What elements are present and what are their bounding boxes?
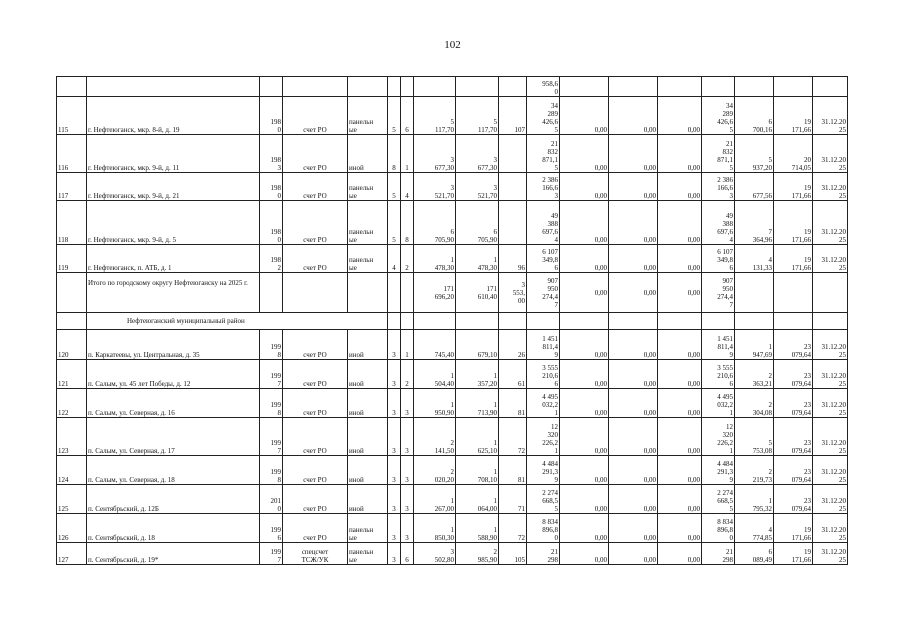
cell-number: 122 <box>57 389 87 418</box>
table-row <box>57 514 848 543</box>
cell-fund-1: 0,00 <box>560 543 609 565</box>
cell-entrances: 3 <box>401 389 414 418</box>
cell-area: 3 502,80 <box>414 543 456 565</box>
cell-deadline: 31.12.20 25 <box>813 360 848 389</box>
cell-area-living: 679,10 <box>456 330 499 360</box>
cell-address: п. Салым, ул. Северная, д. 18 <box>87 456 260 485</box>
cell-address: п. Сентябрьский, д. 12Б <box>87 485 260 514</box>
table-body-district <box>57 330 848 565</box>
cell-people: 105 <box>499 543 527 565</box>
cell-wall-material: панельн ые <box>348 514 388 543</box>
cell-people <box>499 201 527 245</box>
table-row <box>57 97 848 135</box>
cell-fund-2: 0,00 <box>609 456 658 485</box>
cell-fund-1: 0,00 <box>560 360 609 389</box>
cell-number: 118 <box>57 201 87 245</box>
cell-deadline: 31.12.20 25 <box>813 97 848 135</box>
cell-cost-limit: 19 171,66 <box>774 97 813 135</box>
cell-cost-limit: 23 079,64 <box>774 360 813 389</box>
cell-people: 61 <box>499 360 527 389</box>
cell-entrances: 6 <box>401 543 414 565</box>
cell-total-cost: 4 484 291,3 9 <box>527 456 560 485</box>
cell-deadline: 31.12.20 25 <box>813 330 848 360</box>
cell-total-cost: 21 832 871,1 5 <box>702 135 735 173</box>
cell-number: 123 <box>57 418 87 456</box>
cell-cost-limit: 20 714,05 <box>774 135 813 173</box>
cell-entrances: 1 <box>401 135 414 173</box>
cell-total-cost: 1 451 811,4 9 <box>527 330 560 360</box>
cell-people: 107 <box>499 97 527 135</box>
cell-address: п. Сентябрьский, д. 18 <box>87 514 260 543</box>
cell-total-cost: 6 107 349,8 6 <box>702 245 735 273</box>
cell-fund-2: 0,00 <box>609 201 658 245</box>
cell-fund-3: 0,00 <box>658 389 702 418</box>
cell-people: 81 <box>499 456 527 485</box>
cell-cost-limit: 23 079,64 <box>774 456 813 485</box>
cell-cost-per-sqm: 1 947,69 <box>735 330 774 360</box>
cell-area-living: 1 478,30 <box>456 245 499 273</box>
cell-fund-method: счет РО <box>283 330 348 360</box>
cell-floors: 3 <box>388 456 401 485</box>
cell-people: 96 <box>499 245 527 273</box>
cell-entrances: 2 <box>401 360 414 389</box>
cell-total-cost: 8 834 896,8 0 <box>527 514 560 543</box>
cell-fund-1: 0,00 <box>560 418 609 456</box>
cell-people: 71 <box>499 485 527 514</box>
total-row <box>57 273 848 313</box>
cell-fund-3: 0,00 <box>658 485 702 514</box>
cell-total-cost: 34 289 426,6 5 <box>702 97 735 135</box>
cell-cost-per-sqm: 6 700,16 <box>735 97 774 135</box>
cell-address: г. Нефтеюганск, мкр. 8-й, д. 19 <box>87 97 260 135</box>
cell-wall-material: иной <box>348 418 388 456</box>
cell-deadline: 31.12.20 25 <box>813 456 848 485</box>
cell-floors: 8 <box>388 135 401 173</box>
cell-fund-2: 0,00 <box>609 514 658 543</box>
cell-floors: 3 <box>388 514 401 543</box>
cell-total-cost: 6 107 349,8 6 <box>527 245 560 273</box>
cell-cost-per-sqm: 677,56 <box>735 173 774 201</box>
cell-area: 2 141,50 <box>414 418 456 456</box>
cell-area: 1 950,90 <box>414 389 456 418</box>
cell-fund-method: счет РО <box>283 360 348 389</box>
cell-year: 198 0 <box>260 173 283 201</box>
cell-cost-per-sqm: 7 364,96 <box>735 201 774 245</box>
cell-address: п. Салым, ул. 45 лет Победы, д. 12 <box>87 360 260 389</box>
cell-area-living: 1 625,10 <box>456 418 499 456</box>
cell-total-cost: 4 484 291,3 9 <box>702 456 735 485</box>
cell-fund-2: 0,00 <box>609 330 658 360</box>
cell-area: 3 521,70 <box>414 173 456 201</box>
cell-fund-1: 0,00 <box>560 485 609 514</box>
cell-people: 72 <box>499 514 527 543</box>
cell-fund-3: 0,00 <box>658 330 702 360</box>
cell-fund-method: счет РО <box>283 135 348 173</box>
cell-year: 199 7 <box>260 360 283 389</box>
cell-floors: 5 <box>388 201 401 245</box>
cell-wall-material: иной <box>348 135 388 173</box>
cell-total-cost: 2 274 668,5 5 <box>702 485 735 514</box>
cell-total-cost: 21 832 871,1 5 <box>527 135 560 173</box>
cell-area-living: 2 985,90 <box>456 543 499 565</box>
cell-area: 6 705,90 <box>414 201 456 245</box>
cell-cost-per-sqm: 2 363,21 <box>735 360 774 389</box>
cell-fund-2: 0,00 <box>609 418 658 456</box>
cell-number: 116 <box>57 135 87 173</box>
cell-fund-2: 0,00 <box>609 360 658 389</box>
cell-entrances: 4 <box>401 173 414 201</box>
cell-cost-limit: 19 171,66 <box>774 245 813 273</box>
cell-people: 72 <box>499 418 527 456</box>
cell-area: 1 478,30 <box>414 245 456 273</box>
cell-fund-3: 0,00 <box>658 418 702 456</box>
cell-address: г. Нефтеюганск, мкр. 9-й, д. 5 <box>87 201 260 245</box>
cell-cost-limit: 23 079,64 <box>774 418 813 456</box>
cell-fund-1: 0,00 <box>560 273 609 313</box>
cell-year: 199 8 <box>260 456 283 485</box>
cell-fund-3: 0,00 <box>658 273 702 313</box>
cell-fund-1: 0,00 <box>560 389 609 418</box>
cell-total-cost: 907 950 274,4 7 <box>702 273 735 313</box>
cell-total-cost: 2 274 668,5 5 <box>527 485 560 514</box>
cell-cost-per-sqm: 1 795,32 <box>735 485 774 514</box>
table-row <box>57 330 848 360</box>
cell-wall-material: панельн ые <box>348 173 388 201</box>
cell-number: 120 <box>57 330 87 360</box>
cell-total-cost <box>702 77 735 97</box>
cell-total-cost: 3 555 210,6 6 <box>527 360 560 389</box>
cell-fund-method: счет РО <box>283 456 348 485</box>
cell-entrances: 6 <box>401 97 414 135</box>
cell-entrances: 3 <box>401 418 414 456</box>
cell-total-cost: 49 388 697,6 4 <box>702 201 735 245</box>
cell-people: 26 <box>499 330 527 360</box>
cell-fund-1: 0,00 <box>560 330 609 360</box>
cell-total-cost: 21 298 <box>702 543 735 565</box>
cell-fund-2: 0,00 <box>609 135 658 173</box>
cell-wall-material: иной <box>348 360 388 389</box>
cell-entrances: 3 <box>401 514 414 543</box>
table-row <box>57 245 848 273</box>
cell-cost-per-sqm: 4 131,33 <box>735 245 774 273</box>
cell-wall-material: панельн ые <box>348 245 388 273</box>
table-row <box>57 418 848 456</box>
cell-year: 201 0 <box>260 485 283 514</box>
table-row <box>57 543 848 565</box>
cell-floors: 3 <box>388 389 401 418</box>
cell-fund-3: 0,00 <box>658 543 702 565</box>
cell-address: п. Салым, ул. Северная, д. 16 <box>87 389 260 418</box>
cell-fund-1: 0,00 <box>560 456 609 485</box>
cell-fund-1: 0,00 <box>560 135 609 173</box>
cell-deadline: 31.12.20 25 <box>813 245 848 273</box>
table-row <box>57 201 848 245</box>
table-row <box>57 135 848 173</box>
cell-area: 1 267,00 <box>414 485 456 514</box>
cell-year: 199 6 <box>260 514 283 543</box>
cell-area-living: 3 677,30 <box>456 135 499 173</box>
cell-area: 745,40 <box>414 330 456 360</box>
cell-fund-method: счет РО <box>283 201 348 245</box>
cell-deadline: 31.12.20 25 <box>813 389 848 418</box>
cell-floors: 4 <box>388 245 401 273</box>
cell-deadline: 31.12.20 25 <box>813 485 848 514</box>
table-row <box>57 360 848 389</box>
cell-people: 3 553, 00 <box>499 273 527 313</box>
cell-year: 199 8 <box>260 389 283 418</box>
cell-total-cost: 21 298 <box>527 543 560 565</box>
cell-fund-2: 0,00 <box>609 245 658 273</box>
cell-fund-1: 0,00 <box>560 201 609 245</box>
cell-fund-3: 0,00 <box>658 97 702 135</box>
cell-fund-1: 0,00 <box>560 97 609 135</box>
table-row <box>57 456 848 485</box>
cell-cost-per-sqm: 6 089,49 <box>735 543 774 565</box>
cell-cost-per-sqm: 5 937,20 <box>735 135 774 173</box>
cell-fund-3: 0,00 <box>658 456 702 485</box>
cell-fund-method: счет РО <box>283 389 348 418</box>
cell-total-cost: 8 834 896,8 0 <box>702 514 735 543</box>
cell-floors: 5 <box>388 173 401 201</box>
cell-fund-1: 0,00 <box>560 173 609 201</box>
cell-deadline: 31.12.20 25 <box>813 418 848 456</box>
cell-area: 1 850,30 <box>414 514 456 543</box>
cell-floors: 3 <box>388 330 401 360</box>
cell-number: 125 <box>57 485 87 514</box>
cell-entrances: 2 <box>401 245 414 273</box>
cell-cost-limit: 23 079,64 <box>774 330 813 360</box>
cell-year: 198 0 <box>260 97 283 135</box>
table-body-city <box>57 77 848 273</box>
cell-floors: 3 <box>388 543 401 565</box>
cell-fund-method: счет РО <box>283 418 348 456</box>
cell-cost-limit: 23 079,64 <box>774 389 813 418</box>
cell-cost-limit: 23 079,64 <box>774 485 813 514</box>
cell-address: п. Салым, ул. Северная, д. 17 <box>87 418 260 456</box>
cell-fund-3: 0,00 <box>658 245 702 273</box>
cell-deadline: 31.12.20 25 <box>813 543 848 565</box>
cell-total-cost: 4 495 032,2 1 <box>527 389 560 418</box>
cell-area-living: 5 117,70 <box>456 97 499 135</box>
cell-address: г. Нефтеюганск, мкр. 9-й, д. 11 <box>87 135 260 173</box>
cell-floors: 5 <box>388 97 401 135</box>
cell-number: 115 <box>57 97 87 135</box>
capital-repair-register-table <box>56 76 848 565</box>
cell-people: 81 <box>499 389 527 418</box>
page-number: 102 <box>444 39 461 51</box>
cell-fund-3: 0,00 <box>658 135 702 173</box>
cell-fund-method: спецсчет ТСЖ/УК <box>283 543 348 565</box>
cell-area-living: 1 588,90 <box>456 514 499 543</box>
cell-area-living: 1 064,00 <box>456 485 499 514</box>
table-total-city <box>57 273 848 330</box>
cell-total-cost: 49 388 697,6 4 <box>527 201 560 245</box>
cell-total-cost: 958,6 0 <box>527 77 560 97</box>
cell-fund-2: 0,00 <box>609 273 658 313</box>
cell-total-cost: 2 386 166,6 3 <box>702 173 735 201</box>
cell-fund-3: 0,00 <box>658 201 702 245</box>
cell-total-cost: 3 555 210,6 6 <box>702 360 735 389</box>
cell-year: 198 2 <box>260 245 283 273</box>
cell-fund-method: счет РО <box>283 245 348 273</box>
cell-cost-limit: 19 171,66 <box>774 543 813 565</box>
cell-fund-3: 0,00 <box>658 514 702 543</box>
table-row <box>57 77 848 97</box>
cell-total-cost: 34 289 426,6 5 <box>527 97 560 135</box>
cell-wall-material: иной <box>348 330 388 360</box>
cell-cost-per-sqm: 2 219,73 <box>735 456 774 485</box>
cell-number: 124 <box>57 456 87 485</box>
cell-year: 199 7 <box>260 418 283 456</box>
cell-cost-per-sqm: 4 774,85 <box>735 514 774 543</box>
cell-cost-limit: 19 171,66 <box>774 514 813 543</box>
cell-fund-2: 0,00 <box>609 543 658 565</box>
cell-fund-3: 0,00 <box>658 173 702 201</box>
cell-people <box>499 135 527 173</box>
cell-area-living: 1 713,90 <box>456 389 499 418</box>
cell-wall-material: панельн ые <box>348 97 388 135</box>
cell-number: 117 <box>57 173 87 201</box>
cell-entrances: 3 <box>401 485 414 514</box>
cell-deadline: 31.12.20 25 <box>813 173 848 201</box>
cell-total-cost: 12 320 226,2 1 <box>702 418 735 456</box>
cell-area-living: 171 610,40 <box>456 273 499 313</box>
cell-year: 199 7 <box>260 543 283 565</box>
cell-wall-material: иной <box>348 485 388 514</box>
cell-entrances: 1 <box>401 330 414 360</box>
cell-fund-2: 0,00 <box>609 389 658 418</box>
cell-floors: 3 <box>388 360 401 389</box>
cell-fund-2: 0,00 <box>609 173 658 201</box>
cell-area: 1 504,40 <box>414 360 456 389</box>
cell-number: 121 <box>57 360 87 389</box>
cell-cost-limit: 19 171,66 <box>774 201 813 245</box>
cell-deadline: 31.12.20 25 <box>813 201 848 245</box>
cell-address: г. Нефтеюганск, п. АТБ, д. 1 <box>87 245 260 273</box>
cell-fund-method: счет РО <box>283 485 348 514</box>
cell-fund-1: 0,00 <box>560 514 609 543</box>
cell-year: 199 8 <box>260 330 283 360</box>
table-row <box>57 485 848 514</box>
total-label: Итого по городскому округу Нефтеюганску на 2025 г. <box>87 273 260 313</box>
cell-deadline: 31.12.20 25 <box>813 514 848 543</box>
section-title: Нефтеюганский муниципальный район <box>87 313 388 330</box>
cell-fund-method: счет РО <box>283 97 348 135</box>
cell-total-cost: 4 495 032,2 1 <box>702 389 735 418</box>
cell-fund-3: 0,00 <box>658 360 702 389</box>
cell-number: 126 <box>57 514 87 543</box>
cell-floors: 3 <box>388 485 401 514</box>
cell-area: 3 677,30 <box>414 135 456 173</box>
cell-total-cost: 2 386 166,6 3 <box>527 173 560 201</box>
table-row <box>57 389 848 418</box>
cell-deadline: 31.12.20 25 <box>813 135 848 173</box>
cell-fund-2: 0,00 <box>609 485 658 514</box>
cell-entrances: 3 <box>401 456 414 485</box>
cell-total-cost: 12 320 226,2 1 <box>527 418 560 456</box>
cell-year: 198 3 <box>260 135 283 173</box>
cell-area: 171 696,20 <box>414 273 456 313</box>
cell-area-living: 6 705,90 <box>456 201 499 245</box>
cell-address: г. Нефтеюганск, мкр. 9-й, д. 21 <box>87 173 260 201</box>
cell-fund-2: 0,00 <box>609 97 658 135</box>
cell-wall-material: иной <box>348 456 388 485</box>
cell-wall-material: иной <box>348 389 388 418</box>
cell-area-living: 1 708,10 <box>456 456 499 485</box>
cell-floors: 3 <box>388 418 401 456</box>
cell-fund-method: счет РО <box>283 173 348 201</box>
cell-area: 2 020,20 <box>414 456 456 485</box>
cell-people <box>499 173 527 201</box>
cell-cost-per-sqm: 2 304,08 <box>735 389 774 418</box>
cell-area-living: 3 521,70 <box>456 173 499 201</box>
cell-number: 127 <box>57 543 87 565</box>
cell-total-cost: 907 950 274,4 7 <box>527 273 560 313</box>
cell-year: 198 0 <box>260 201 283 245</box>
cell-address: п. Каркатеевы, ул. Центральная, д. 35 <box>87 330 260 360</box>
cell-cost-limit: 19 171,66 <box>774 173 813 201</box>
section-row <box>57 313 848 330</box>
cell-total-cost: 1 451 811,4 9 <box>702 330 735 360</box>
cell-area: 5 117,70 <box>414 97 456 135</box>
cell-number: 119 <box>57 245 87 273</box>
cell-wall-material: панельн ые <box>348 201 388 245</box>
cell-wall-material: панельн ые <box>348 543 388 565</box>
cell-cost-per-sqm: 5 753,08 <box>735 418 774 456</box>
cell-fund-method: счет РО <box>283 514 348 543</box>
cell-address: п. Сентябрьский, д. 19* <box>87 543 260 565</box>
cell-area-living: 1 357,20 <box>456 360 499 389</box>
cell-fund-1: 0,00 <box>560 245 609 273</box>
cell-entrances: 8 <box>401 201 414 245</box>
table-row <box>57 173 848 201</box>
